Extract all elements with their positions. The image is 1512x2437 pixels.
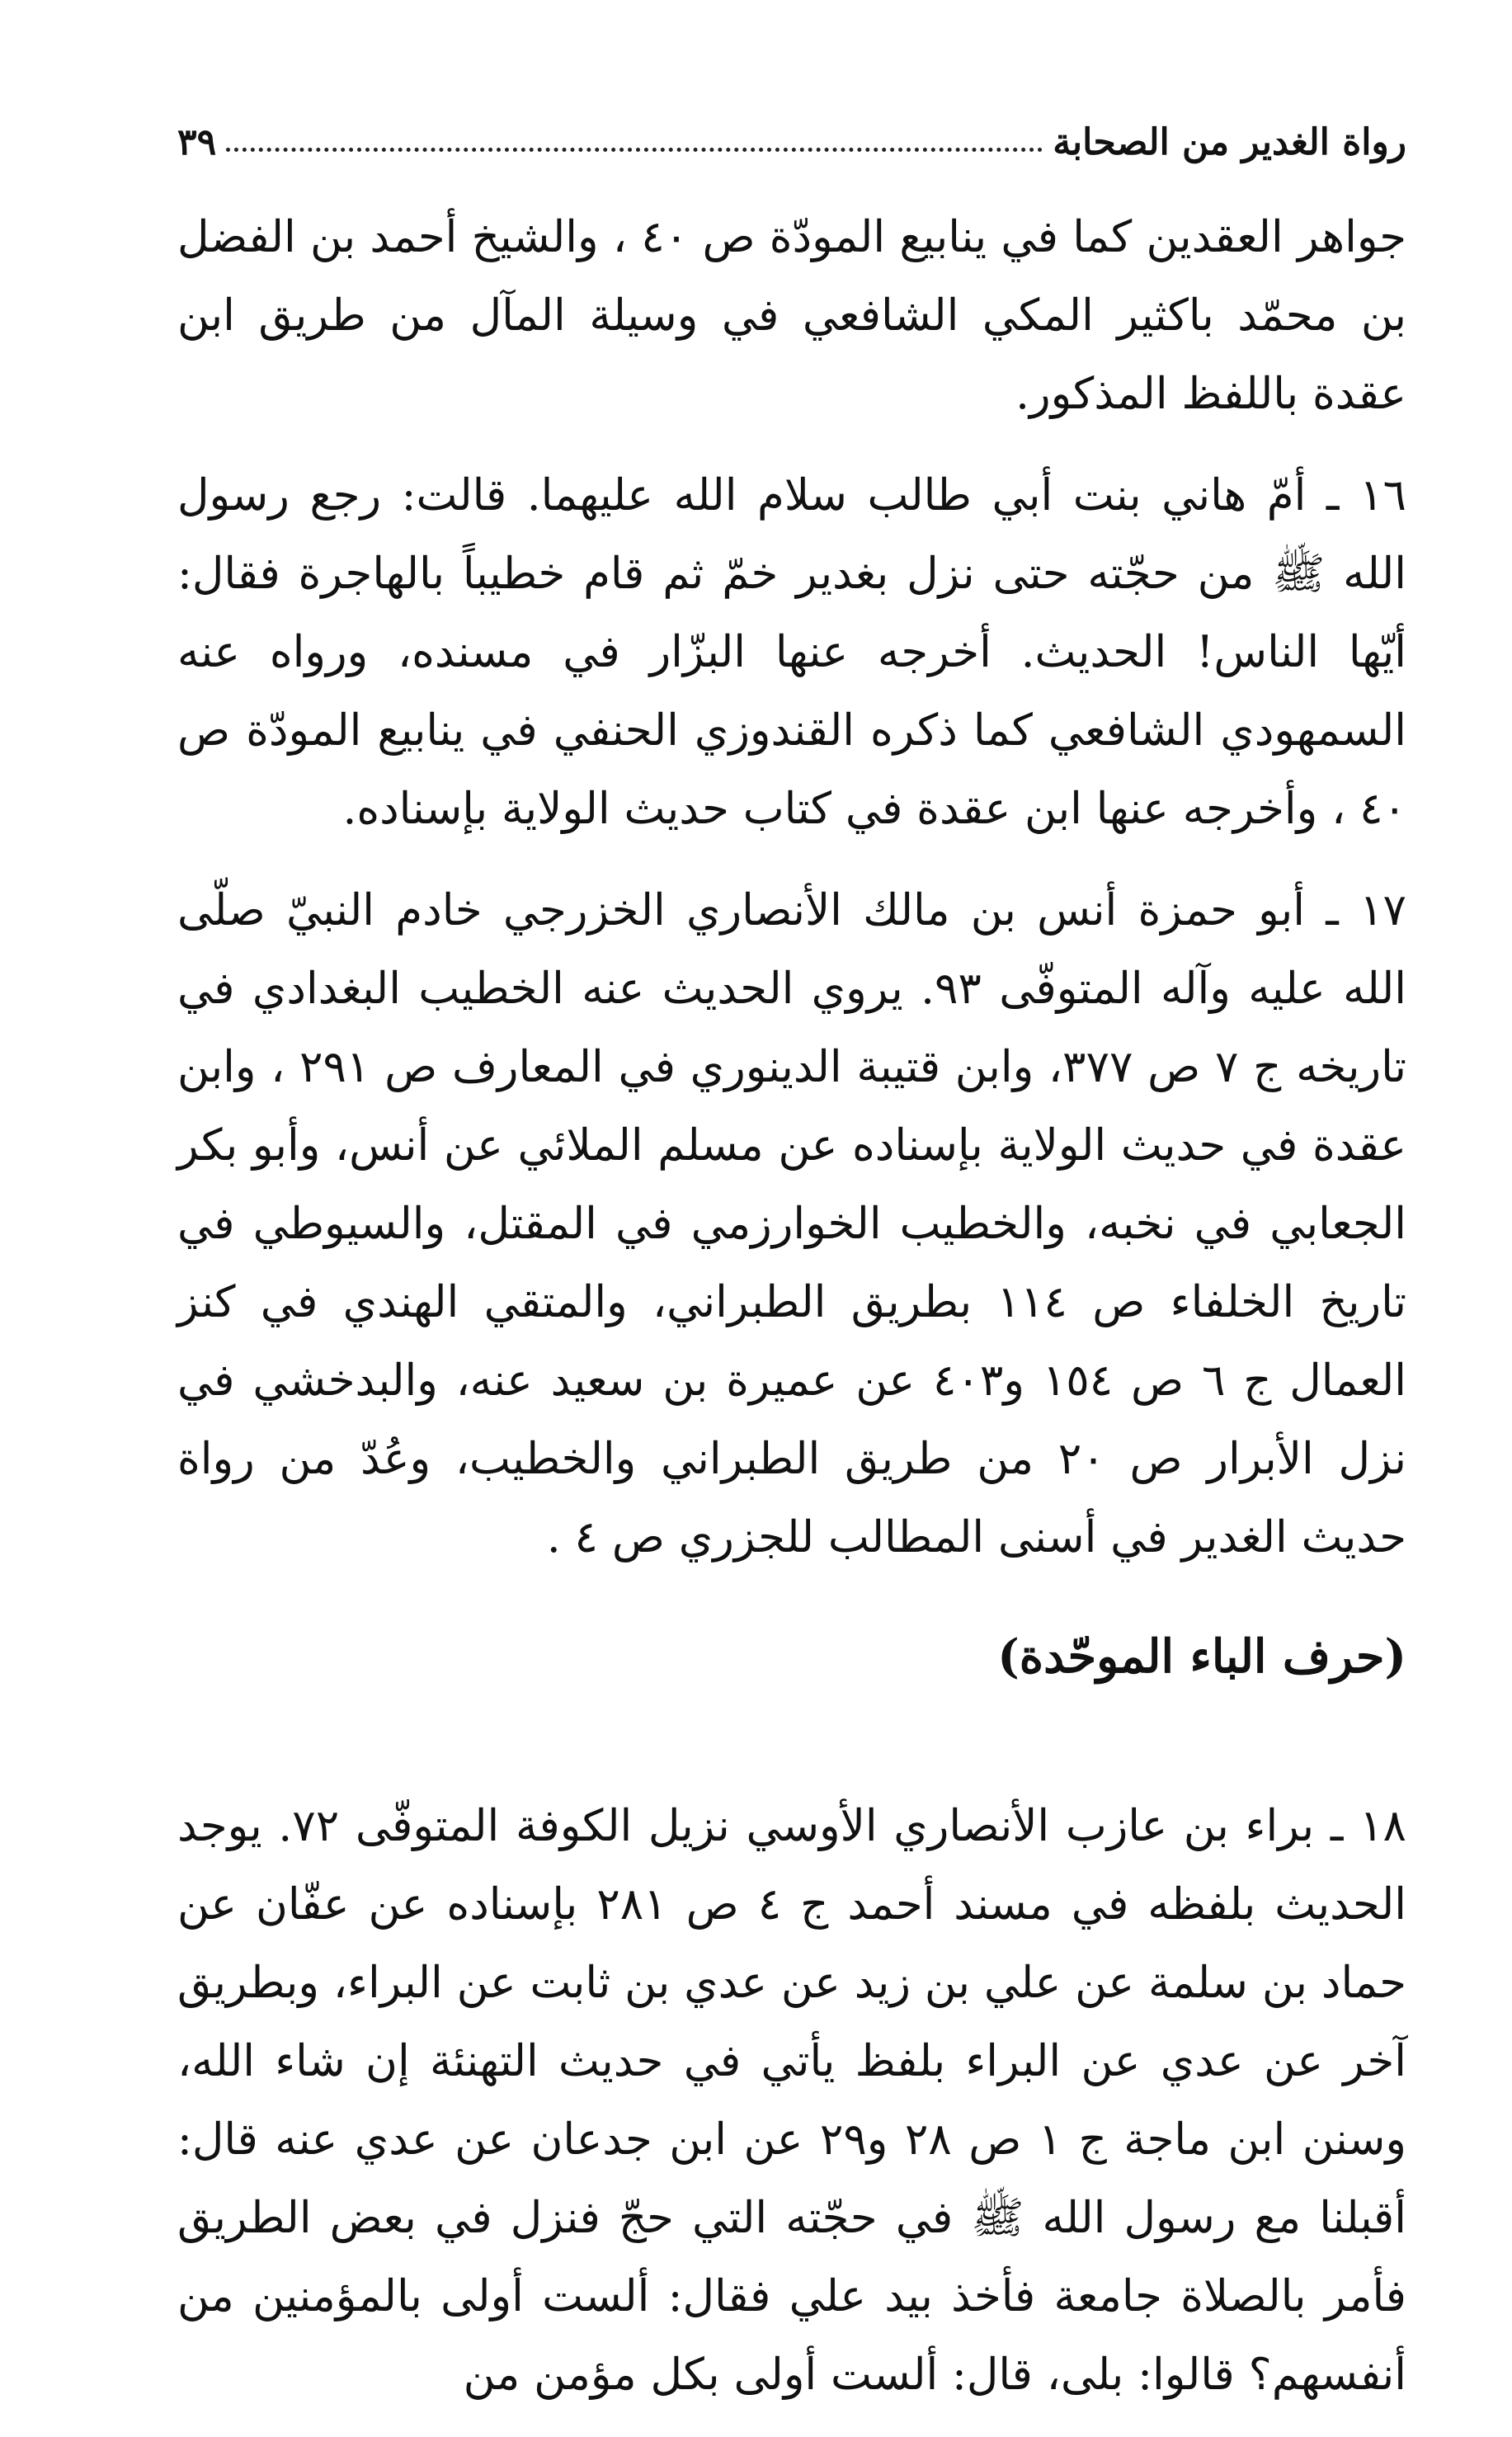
running-title: رواة الغدير من الصحابة — [1053, 121, 1406, 163]
page-number: ٣٩ — [177, 121, 217, 163]
dot-leader — [226, 148, 1043, 152]
paragraph-entry-16: ١٦ ـ أمّ هاني بنت أبي طالب سلام الله عليهما. قالت: رجع رسول الله ﷺ من حجّته حتى نزل بغدير خمّ ثم قام خطيباً بالهاجرة فقال: أيّها الناس! الحديث. أخرجه عنها البزّار في مسنده، ورواه عنه السمهودي الشافعي كما ذكره القندوزي الحنفي في ينابيع المودّة ص ٤٠ ، وأخرجه عنها ابن عقدة في كتاب حديث الولاية بإسناده. — [177, 470, 1406, 834]
paragraph-entry-17: ١٧ ـ أبو حمزة أنس بن مالك الأنصاري الخزرجي خادم النبيّ صلّى الله عليه وآله المتوفّى ٩٣. يروي الحديث عنه الخطيب البغدادي في تاريخه ج ٧ ص ٣٧٧، وابن قتيبة الدينوري في المعارف ص ٢٩١ ، وابن عقدة في حديث الولاية بإسناده عن مسلم الملائي عن أنس، وأبو بكر الجعابي في نخبه، والخطيب الخوارزمي في المقتل، والسيوطي في تاريخ الخلفاء ص ١١٤ بطريق الطبراني، والمتقي الهندي في كنز العمال ج ٦ ص ١٥٤ و٤٠٣ عن عميرة بن سعيد عنه، والبدخشي في نزل الأبرار ص ٢٠ من طريق الطبراني والخطيب، وعُدّ من رواة حديث الغدير في أسنى المطالب للجزري ص ٤ . — [177, 885, 1407, 1563]
body-text — [177, 198, 1406, 2437]
paragraph-continuation: جواهر العقدين كما في ينابيع المودّة ص ٤٠ ، والشيخ أحمد بن الفضل بن محمّد باكثير المكي الشافعي في وسيلة المآل من طريق ابن عقدة باللفظ المذكور. — [177, 212, 1406, 419]
paragraph-entry-18: ١٨ ـ براء بن عازب الأنصاري الأوسي نزيل الكوفة المتوفّى ٧٢. يوجد الحديث بلفظه في مسند أحمد ج ٤ ص ٢٨١ بإسناده عن عفّان عن حماد بن سلمة عن علي بن زيد عن عدي بن ثابت عن البراء، وبطريق آخر عن عدي عن البراء بلفظ يأتي في حديث التهنئة إن شاء الله، وسنن ابن ماجة ج ١ ص ٢٨ و٢٩ عن ابن جدعان عن عدي عنه قال: أقبلنا مع رسول الله ﷺ في حجّته التي حجّ فنزل في بعض الطريق فأمر بالصلاة جامعة فأخذ بيد علي فقال: ألست أولى بالمؤمنين من أنفسهم؟ قالوا: بلى، قال: ألست أولى بكل مؤمن من — [177, 1801, 1406, 2400]
page-header — [177, 106, 1406, 163]
section-heading: (حرف الباء الموحّدة) — [997, 1629, 1406, 1684]
